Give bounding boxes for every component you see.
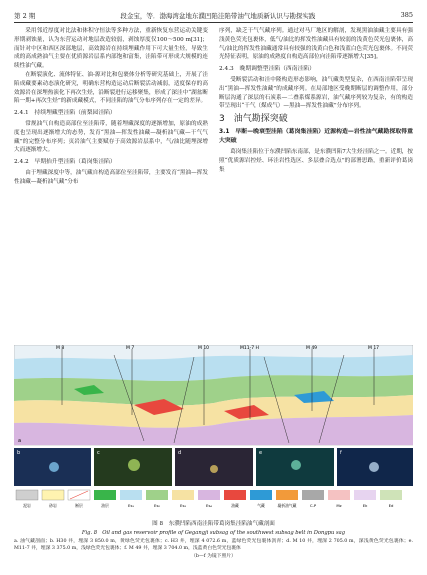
left-column <box>14 27 208 187</box>
cross-section-panel <box>14 345 413 445</box>
figure-8 <box>14 345 413 520</box>
paragraph: 由于埋藏深度中等，油气藏自构造高部位至洼陷带，主要发育“黑油—挥发性油藏—凝析油气藏”分布 <box>14 169 208 185</box>
legend-label: 油藏 <box>231 503 239 508</box>
well-label: M 17 <box>368 346 380 351</box>
legend-label: 油层 <box>101 503 109 508</box>
paragraph: 序列，缺乏干气气藏序列。通过对马厂地区的解剖，发现黑油油藏主要具有强浅黄色荧光包裹体，低气/油比的挥发性油藏具有较弱的浅黄色荧光包裹体，高气/油比的挥发性油藏通常具有较强的浅黄白色和浅蓝白色荧光包裹体。不同荧光特征表明，原油的成熟度自构造高部位向洼陷带逐渐增大[35]。 <box>219 28 413 61</box>
paragraph: 采用邻近厚度对比法和体积守恒法等多种方法，重新恢复东营运动关键变形期剥蚀量，认为东营运动对地层改造较弱，剥蚀厚度仅100～500 m[31]；而针对中区和西区深部地层，高效源岩在持续埋藏作用下可大量生烃，导致生成的高成熟油气主要在优质源岩层系内部饱和富集，洼陷带可形成大规模的连续性油气藏。 <box>14 28 208 70</box>
section-heading-2-4-3: 2.4.3 晚期调整型洼陷（西南洼陷） <box>219 66 315 73</box>
paragraph: 葛岗集洼陷位于东濮凹陷东南部，是东濮凹陷7大生烃洼陷之一。近期，按照“优质源岩控烃、环洼岩性选区、多层叠合选点”的部署思路，重新评价葛岗集 <box>219 149 413 173</box>
well-label: M11-7 H <box>240 346 259 351</box>
legend-label: Mz <box>336 503 342 508</box>
section-heading-3-1: 3.1 早断—晚衰型洼陷（葛岗集洼陷）近源构造—岩性油气藏勘探取得重大突破 <box>219 128 413 144</box>
panel-label: b <box>17 450 21 456</box>
panel-label: d <box>178 450 182 456</box>
panel-label: f <box>340 450 342 456</box>
legend-label: 砂岩 <box>49 503 57 508</box>
well-label: M 49 <box>306 346 318 351</box>
well-label: M 8 <box>56 346 65 351</box>
page-header <box>14 9 413 21</box>
legend-label: Es₄ <box>206 503 212 508</box>
legend-label: Es₂ <box>154 503 160 508</box>
legend-label: C-P <box>309 503 317 508</box>
legend-label: 气藏 <box>257 503 265 508</box>
header-rule <box>14 22 413 23</box>
well-label: M 10 <box>198 346 210 351</box>
panel-label: e <box>259 450 263 456</box>
running-title: 段金宝，等．渤海湾盆地东濮凹陷洼陷带油气地质新认识与勘探实践 <box>120 11 316 20</box>
well-label: M 7 <box>126 346 135 351</box>
figure-legend <box>16 490 402 508</box>
figure-note-photos: （b—f 为镜下照片） <box>191 554 236 559</box>
section-heading-2-4-2: 2.4.2 早期抬升型洼陷（葛岗集洼陷） <box>14 159 116 166</box>
right-column <box>219 27 413 175</box>
legend-label: 凝析油气藏 <box>277 503 297 508</box>
paragraph: 受断裂活动和洼中隆构造形态影响，油气藏类型复杂，在西南洼陷带呈现出“黑油—挥发性油藏”的成藏序列。在局部地区受晚期断层的调整作用，部分断层沟通了深层的石炭系—二叠系煤系源岩，油气藏序列较为复杂，有的构造带呈现出“干气（煤成气）—黑油—挥发性油藏”分布序列。 <box>219 76 413 110</box>
panel-label: c <box>97 450 100 456</box>
figure-caption: 图 8 东濮凹陷西南洼陷带葛岗集洼陷油气藏剖面 <box>152 521 275 527</box>
legend-label: 泥岩 <box>23 503 31 508</box>
section-heading-3: 3 油气勘探突破 <box>219 114 288 125</box>
section-heading-2-4-1: 2.4.1 持续埋藏型洼陷（前梨园洼陷） <box>14 110 116 117</box>
legend-label: Ek <box>362 503 368 508</box>
figure-caption-english: Fig. 8 Oil and gas reservoir profile of Gegangji subsag of the southwest subsag belt in Dongpu sag <box>81 530 346 536</box>
page-number: 385 <box>400 11 413 19</box>
issue-number: 第 2 期 <box>14 11 36 20</box>
paragraph: 常规油气自构造高部位至洼陷带，随着埋藏深度的逐渐增加，原油的成熟度也呈现出逐渐增大的态势，发育“黑油—挥发性油藏—凝析油气藏—干气气藏”的完整分布序列；页岩油气主要赋存于高效源岩层系中，气/油比随埋深增大而逐渐增大。 <box>14 120 208 154</box>
legend-label: Es₁ <box>128 503 134 508</box>
legend-label: 断层 <box>75 503 83 508</box>
figure-note: a. 油气藏剖面；b. H30 井，埋深 3 850.0 m，黄绿色荧光包裹体；c. H3 井，埋深 4 072.6 m，蓝绿色荧光包裹体沥青；d. M 10 井，埋深 2 705.0 m，深浅黄色荧光包裹体；e. M11-7 井，埋深 3 375.0 m，浅绿色荧光包裹体；f. M 49 井，埋深 3 704.0 m，浅蓝黄白色荧光包裹体 <box>14 539 413 551</box>
panel-label: a <box>18 438 22 444</box>
paragraph: 在断裂演化、流体特征、油-源对比和包裹体分析等研究基础上，开展了洼陷成藏要素动态演化研究，明确东营构造运动后断裂活动减弱，适度保存的高效源岩在深埋热演化下再次生烃，沿断裂进行运移聚集，形成了深洼中“湖盆断陷一期+再次生烃”的新成藏模式，不同洼陷的油气分布序列存在一定的差异。 <box>14 71 208 105</box>
legend-label: Ed <box>388 503 394 508</box>
micrograph-row <box>14 448 413 486</box>
legend-label: Es₃ <box>180 503 186 508</box>
